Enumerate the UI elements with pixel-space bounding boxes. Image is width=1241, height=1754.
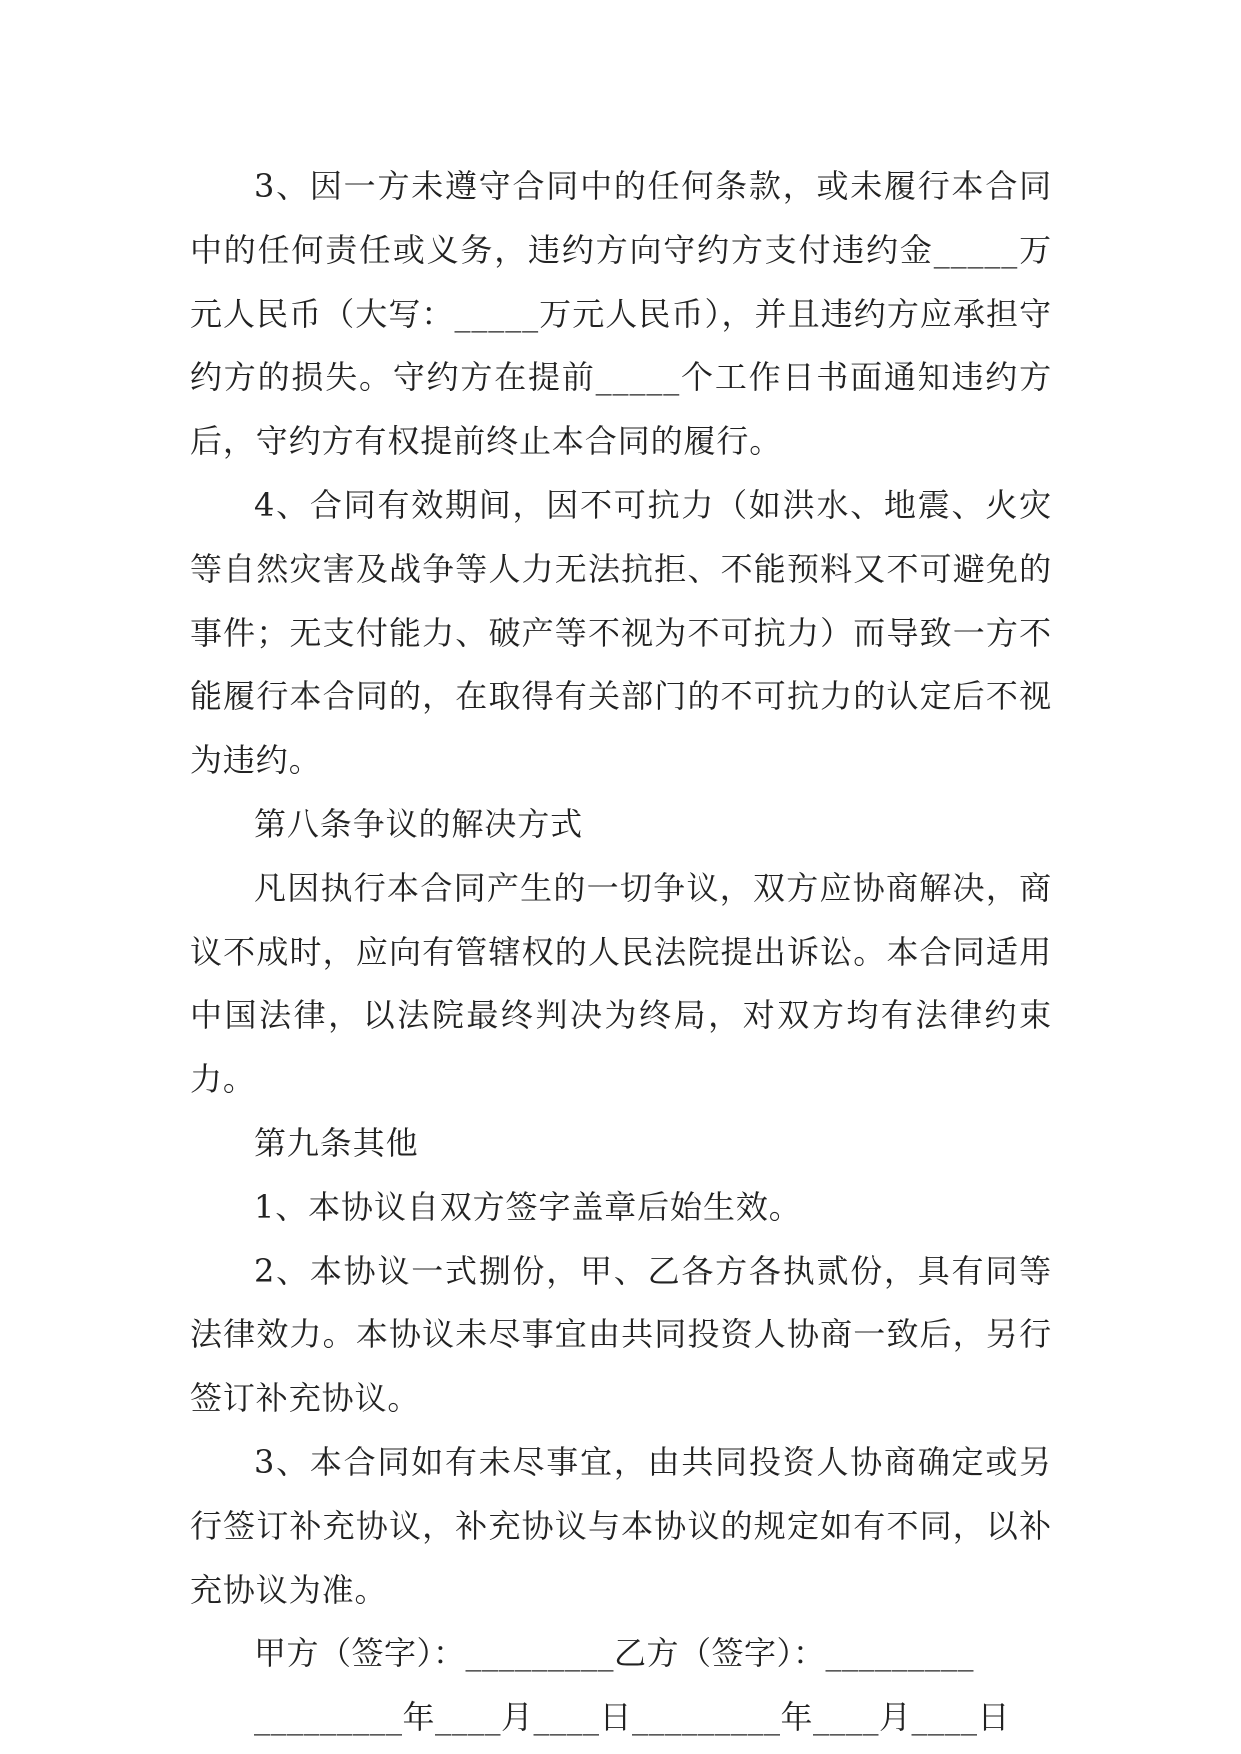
article-9-item-1: 1、本协议自双方签字盖章后始生效。 — [254, 1187, 802, 1226]
article-8-heading: 第八条争议的解决方式 — [254, 804, 584, 843]
clause-7-item-3: 3、因一方未遵守合同中的任何条款，或未履行本合同中的任何责任或义务，违约方向守约方支付违约金_____万元人民币（大写：_____万元人民币），并且违约方应承担守约方的损失。守约方在提前_____个工作日书面通知违约方后，守约方有权提前终止本合同的履行。 — [190, 167, 1052, 461]
document-page — [190, 155, 1052, 1750]
article-9-item-3: 3、本合同如有未尽事宜，由共同投资人协商确定或另行签订补充协议，补充协议与本协议的规定如有不同，以补充协议为准。 — [190, 1442, 1052, 1609]
signature-line: 甲方（签字）：_________乙方（签字）：_________ — [254, 1634, 975, 1673]
date-line: _________年____月____日_________年____月____日 — [254, 1698, 1011, 1737]
article-8-body: 凡因执行本合同产生的一切争议，双方应协商解决，商议不成时，应向有管辖权的人民法院提出诉讼。本合同适用中国法律，以法院最终判决为终局，对双方均有法律约束力。 — [190, 868, 1052, 1099]
article-9-heading: 第九条其他 — [254, 1123, 419, 1162]
clause-7-item-4: 4、合同有效期间，因不可抗力（如洪水、地震、火灾等自然灾害及战争等人力无法抗拒、不能预料又不可避免的事件；无支付能力、破产等不视为不可抗力）而导致一方不能履行本合同的，在取得有关部门的不可抗力的认定后不视为违约。 — [190, 485, 1052, 780]
article-9-item-2: 2、本协议一式捌份，甲、乙各方各执贰份，具有同等法律效力。本协议未尽事宜由共同投资人协商一致后，另行签订补充协议。 — [190, 1251, 1052, 1418]
